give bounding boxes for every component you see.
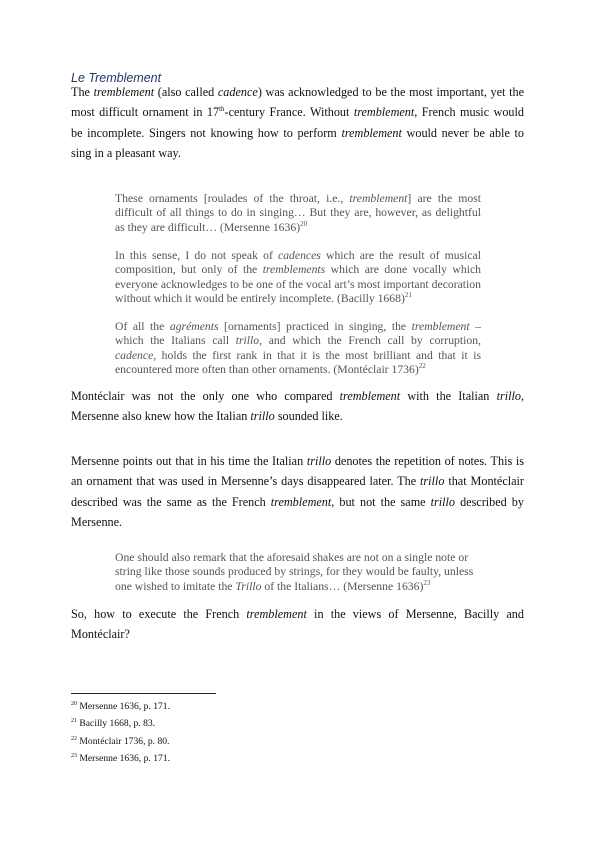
- footnote-divider: [71, 693, 216, 694]
- footnote-ref: 22: [418, 362, 426, 371]
- footnote: $^{20}$ Mersenne 1636, p. 171.: [71, 700, 170, 712]
- section-heading: Le Tremblement: [71, 71, 162, 85]
- block-quote-monteclair: Of all the agréments [ornaments] practiced in singing, the tremblement – which the Italians call trillo, and which the French call by corruption, cadence, holds the first rank in that it is the most brilliant and that it is encountered more often than other ornaments. (Montéclair 1736)$^{22}$: [115, 320, 481, 377]
- footnote-ref: 21: [404, 291, 412, 300]
- block-quote-bacilly: In this sense, I do not speak of cadences which are the result of musical composition, but only of the tremblements which are done vocally which everyone acknowledges to be one of the vocal art’s most important decoration without which it would be entirely incomplete. (Bacilly 1668)$^{21}$: [115, 249, 481, 306]
- paragraph-comparison: Montéclair was not the only one who compared tremblement with the Italian trillo, Mersenne also knew how the Italian trillo sounded like.: [71, 389, 525, 424]
- footnote-ref: 23: [423, 578, 431, 587]
- footnote: $^{21}$ Bacilly 1668, p. 83.: [71, 717, 156, 729]
- paragraph-intro: The tremblement (also called cadence) was acknowledged to be the most important, yet the most difficult ornament in 17th-century France. Without tremblement, French music would be incomplete. Singers not knowing how to perform tremblement would never be able to sing in a pleasant way.: [71, 85, 525, 161]
- footnote-ref: 20: [300, 219, 308, 228]
- paragraph-question: So, how to execute the French tremblement in the views of Mersenne, Bacilly and Montéclair?: [71, 607, 524, 642]
- block-quote-mersenne-trillo: One should also remark that the aforesaid shakes are not on a single note or string like those sounds produced by strings, for they would be faulty, unless one wished to imitate the Trillo of the Italians… (Mersenne 1636)$^{23}$: [115, 551, 474, 593]
- footnote: $^{22}$ Montéclair 1736, p. 80.: [71, 735, 170, 747]
- block-quote-mersenne: These ornaments [roulades of the throat, i.e., tremblement] are the most difficult of all things to do in singing… But they are, however, as delightful as they are difficult… (Mersenne 1636)$^{20}$: [115, 192, 481, 234]
- footnote: $^{23}$ Mersenne 1636, p. 171.: [71, 752, 170, 764]
- paragraph-italian-trillo: Mersenne points out that in his time the Italian trillo denotes the repetition of notes. This is an ornament that was used in Mersenne’s days disappeared later. The trillo that Montéclair described was the same as the French tremblement, but not the same trillo described by Mersenne.: [71, 454, 524, 530]
